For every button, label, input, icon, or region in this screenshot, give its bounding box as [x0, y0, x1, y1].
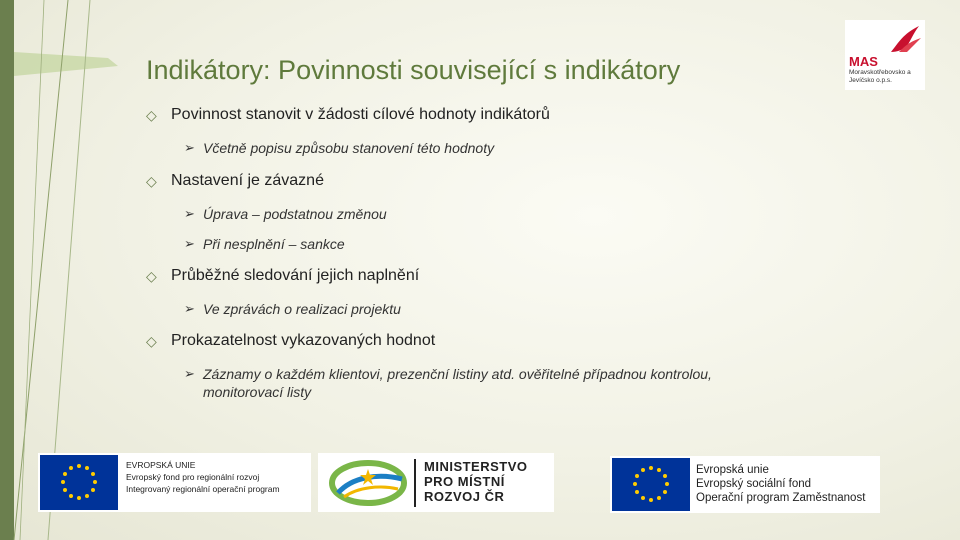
esf-logo [610, 456, 880, 513]
bullet-text: Prokazatelnost vykazovaných hodnot [171, 332, 436, 349]
sub-bullet-text: Záznamy o každém klientovi, prezenční listiny atd. ověřitelné případnou kontrolou, monitorovací listy [203, 366, 712, 400]
mmr-emblem-icon [328, 459, 408, 507]
mas-name: MAS [849, 54, 878, 69]
diamond-outline-icon: ◇ [146, 268, 157, 284]
sub-bullet-item [146, 300, 806, 318]
bullet-text: Nastavení je závazné [171, 172, 324, 189]
diamond-outline-icon: ◇ [146, 333, 157, 349]
arrowhead-icon: ➢ [184, 236, 195, 251]
diamond-outline-icon: ◇ [146, 107, 157, 123]
eu-flag-icon [612, 458, 690, 511]
slide-title: Indikátory: Povinnosti související s indikátory [146, 55, 681, 85]
arrowhead-icon: ➢ [184, 206, 195, 221]
bullet-text: Povinnost stanovit v žádosti cílové hodnoty indikátorů [171, 106, 550, 123]
erdf-logo [38, 453, 311, 512]
mas-logo [845, 20, 925, 90]
sub-bullet-item [146, 365, 786, 401]
esf-text [696, 463, 865, 505]
arrowhead-icon: ➢ [184, 301, 195, 316]
mmr-divider [414, 459, 416, 507]
erdf-line2: Evropský fond pro regionální rozvoj [126, 472, 260, 482]
bullet-item [146, 170, 806, 192]
sub-bullet-text: Ve zprávách o realizaci projektu [203, 301, 401, 317]
erdf-line3: Integrovaný regionální operační program [126, 484, 280, 494]
sub-bullet-item [146, 205, 806, 223]
arrowhead-icon: ➢ [184, 140, 195, 155]
sub-bullet-text: Úprava – podstatnou změnou [203, 206, 387, 222]
erdf-text [126, 459, 280, 495]
esf-line2: Evropský sociální fond [696, 478, 812, 490]
bullet-item [146, 265, 806, 287]
sub-bullet-text: Při nesplnění – sankce [203, 236, 345, 252]
mas-subtitle: Moravskotřebovsko a Jevíčsko o.p.s. [849, 69, 911, 84]
eu-flag-icon [40, 455, 118, 510]
mmr-line1: MINISTERSTVO [424, 459, 528, 474]
bullet-item [146, 104, 806, 126]
bird-icon [889, 22, 923, 56]
sub-bullet-text: Včetně popisu způsobu stanovení této hodnoty [203, 140, 495, 156]
bullet-item [146, 330, 806, 352]
mmr-logo [318, 453, 554, 512]
esf-line1: Evropská unie [696, 464, 769, 476]
sub-bullet-item [146, 235, 806, 253]
esf-line3: Operační program Zaměstnanost [696, 492, 866, 504]
bullet-list [146, 104, 806, 401]
mmr-line3: ROZVOJ ČR [424, 489, 505, 504]
diamond-outline-icon: ◇ [146, 173, 157, 189]
mmr-line2: PRO MÍSTNÍ [424, 474, 505, 489]
erdf-line1: EVROPSKÁ UNIE [126, 460, 196, 470]
sub-bullet-item [146, 139, 806, 157]
bullet-text: Průběžné sledování jejich naplnění [171, 267, 420, 284]
arrowhead-icon: ➢ [184, 366, 195, 381]
mmr-text [424, 459, 528, 504]
